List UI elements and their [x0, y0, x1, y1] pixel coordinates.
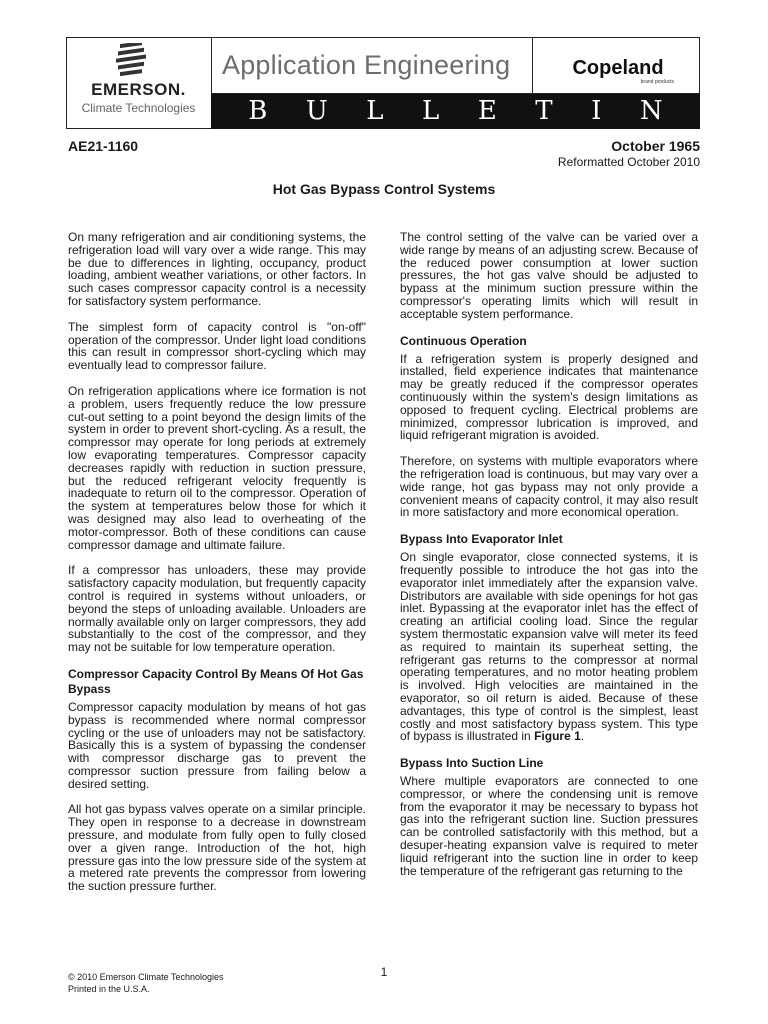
- paragraph-text: On single evaporator, close connected systems, it is frequently possible to introduce the hot gas into the evaporator inlet immediately after the expansion valve. Distributors are available with side openings for hot gas inlet. Bypassing at the evaporator inlet has the effect of creating an artificial cooling load. Since the regular system thermostatic expansion valve will meter its feed as required to maintain its superheat setting, the refrigerant gas returns to the compressor at normal operating temperatures, and no motor heating problem is involved. High velocities are maintained in the evaporator, so oil return is aided. Because of these advantages, this type of control is the simplest, least costly and most satisfactory bypass system. This type of bypass is illustrated in: [400, 550, 698, 744]
- series-title: Application Engineering: [222, 50, 511, 80]
- bulletin-letter: L: [422, 96, 440, 126]
- right-column: [400, 231, 698, 890]
- paragraph: On many refrigeration and air conditioning systems, the refrigeration load will vary over a wide range. This may be due to differences in lighting, occupancy, product loading, ambient weather variations, or other factors. In such cases compressor capacity control is a necessity for satisfactory system performance.: [68, 230, 366, 308]
- bulletin-letter: B: [248, 96, 268, 126]
- bulletin-letter: I: [591, 96, 602, 126]
- figure-reference: Figure 1: [534, 729, 581, 744]
- paragraph: The control setting of the valve can be varied over a wide range by means of an adjusting screw. Because of the reduced power consumption at lower suction pressures, the hot gas valve should be adjusted to bypass at the minimum suction pressure within the compressor's operating limits which will result in acceptable system performance.: [400, 230, 698, 321]
- section-heading: Bypass Into Evaporator Inlet: [400, 532, 563, 547]
- paragraph: All hot gas bypass valves operate on a similar principle. They open in response to a decrease in downstream pressure, and modulate from fully open to fully closed over a given range. Introduction of the hot, high pressure gas into the low pressure side of the system at a metered rate prevents the compressor from lowering the suction pressure further.: [68, 802, 366, 894]
- paragraph-end: .: [580, 729, 585, 744]
- emerson-logo-icon: [114, 43, 164, 79]
- brand-subtitle: Climate Technologies: [81, 101, 196, 115]
- paragraph: The simplest form of capacity control is "on-off" operation of the compressor. Under light load conditions this can result in compressor short-cycling which may eventually lead to compressor failure.: [68, 319, 366, 373]
- partner-brand-subtitle: brand products: [640, 79, 674, 85]
- bulletin-letter: T: [535, 96, 553, 126]
- paragraph: On refrigeration applications where ice formation is not a problem, users frequently reduce the low pressure cut-out setting to a point beyond the design limits of the system in order to prevent short-cycling. As a result, the compressor may operate for long periods at extremely low evaporating temperatures. Compressor capacity decreases rapidly with reduction in suction pressure, but the reduced refrigerant velocity frequently is inadequate to return oil to the compressor. Operation of the system at temperatures below those for which it was designed may also lead to overheating of the motor-compressor. Both of these conditions can cause compressor damage and ultimate failure.: [68, 383, 366, 552]
- bulletin-letter: E: [477, 96, 497, 126]
- page-number: 1: [380, 965, 388, 979]
- bulletin-letter: N: [639, 96, 663, 126]
- paragraph: If a compressor has unloaders, these may provide satisfactory capacity modulation, but frequently capacity control is required in systems without unloaders, or beyond the steps of unloading available. Unloaders are normally available only on larger compressors, they add substantially to the cost of the compressor, and they may not be suitable for low temperature operation.: [68, 563, 366, 655]
- paragraph: Compressor capacity modulation by means of hot gas bypass is recommended where normal compressor cycling or the use of unloaders may not be satisfactory. Basically this is a system of bypassing the condenser with compressor discharge gas to prevent the compressor suction pressure from failing below a desired setting.: [68, 699, 366, 791]
- paragraph: Where multiple evaporators are connected to one compressor, or where the condensing unit is remove from the evaporator it may be necessary to bypass hot gas into the refrigerant suction line. Suction pressures can be controlled satisfactorily with this method, but a desuper-heating expansion valve is required to meter liquid refrigerant into the suction line in order to keep the temperature of the refrigerant gas returning to the: [400, 774, 698, 878]
- printed-line: Printed in the U.S.A.: [68, 984, 150, 994]
- header-divider: [532, 37, 533, 94]
- bulletin-letter: L: [366, 96, 384, 126]
- document-title: Hot Gas Bypass Control Systems: [272, 181, 496, 197]
- section-heading: Continuous Operation: [400, 333, 527, 348]
- bulletin-word: [211, 94, 700, 129]
- left-column: [68, 231, 366, 906]
- paragraph: Therefore, on systems with multiple evaporators where the refrigeration load is continuous, but may vary over a wide range, hot gas bypass may not only provide a convenient means of capacity control, it may also result in more satisfactory and more economical operation.: [400, 454, 698, 520]
- copyright-line: © 2010 Emerson Climate Technologies: [68, 972, 224, 982]
- document-date: October 1965: [611, 138, 700, 154]
- paragraph: [400, 551, 698, 743]
- document-reformatted-date: Reformatted October 2010: [557, 155, 700, 169]
- brand-name: EMERSON.: [91, 80, 186, 99]
- section-heading: Compressor Capacity Control By Means Of Hot Gas Bypass: [68, 666, 364, 696]
- paragraph: If a refrigeration system is properly designed and installed, field experience indicates that maintenance may be greatly reduced if the compressor operates continuously within the system's design limitations as opposed to frequent cycling. Electrical problems are minimized, compressor lubrication is improved, and liquid refrigerant migration is avoided.: [400, 351, 698, 443]
- bulletin-letter: U: [305, 96, 328, 126]
- document-number: AE21-1160: [68, 138, 139, 154]
- partner-brand: Copeland: [572, 57, 664, 79]
- section-heading: Bypass Into Suction Line: [400, 756, 544, 771]
